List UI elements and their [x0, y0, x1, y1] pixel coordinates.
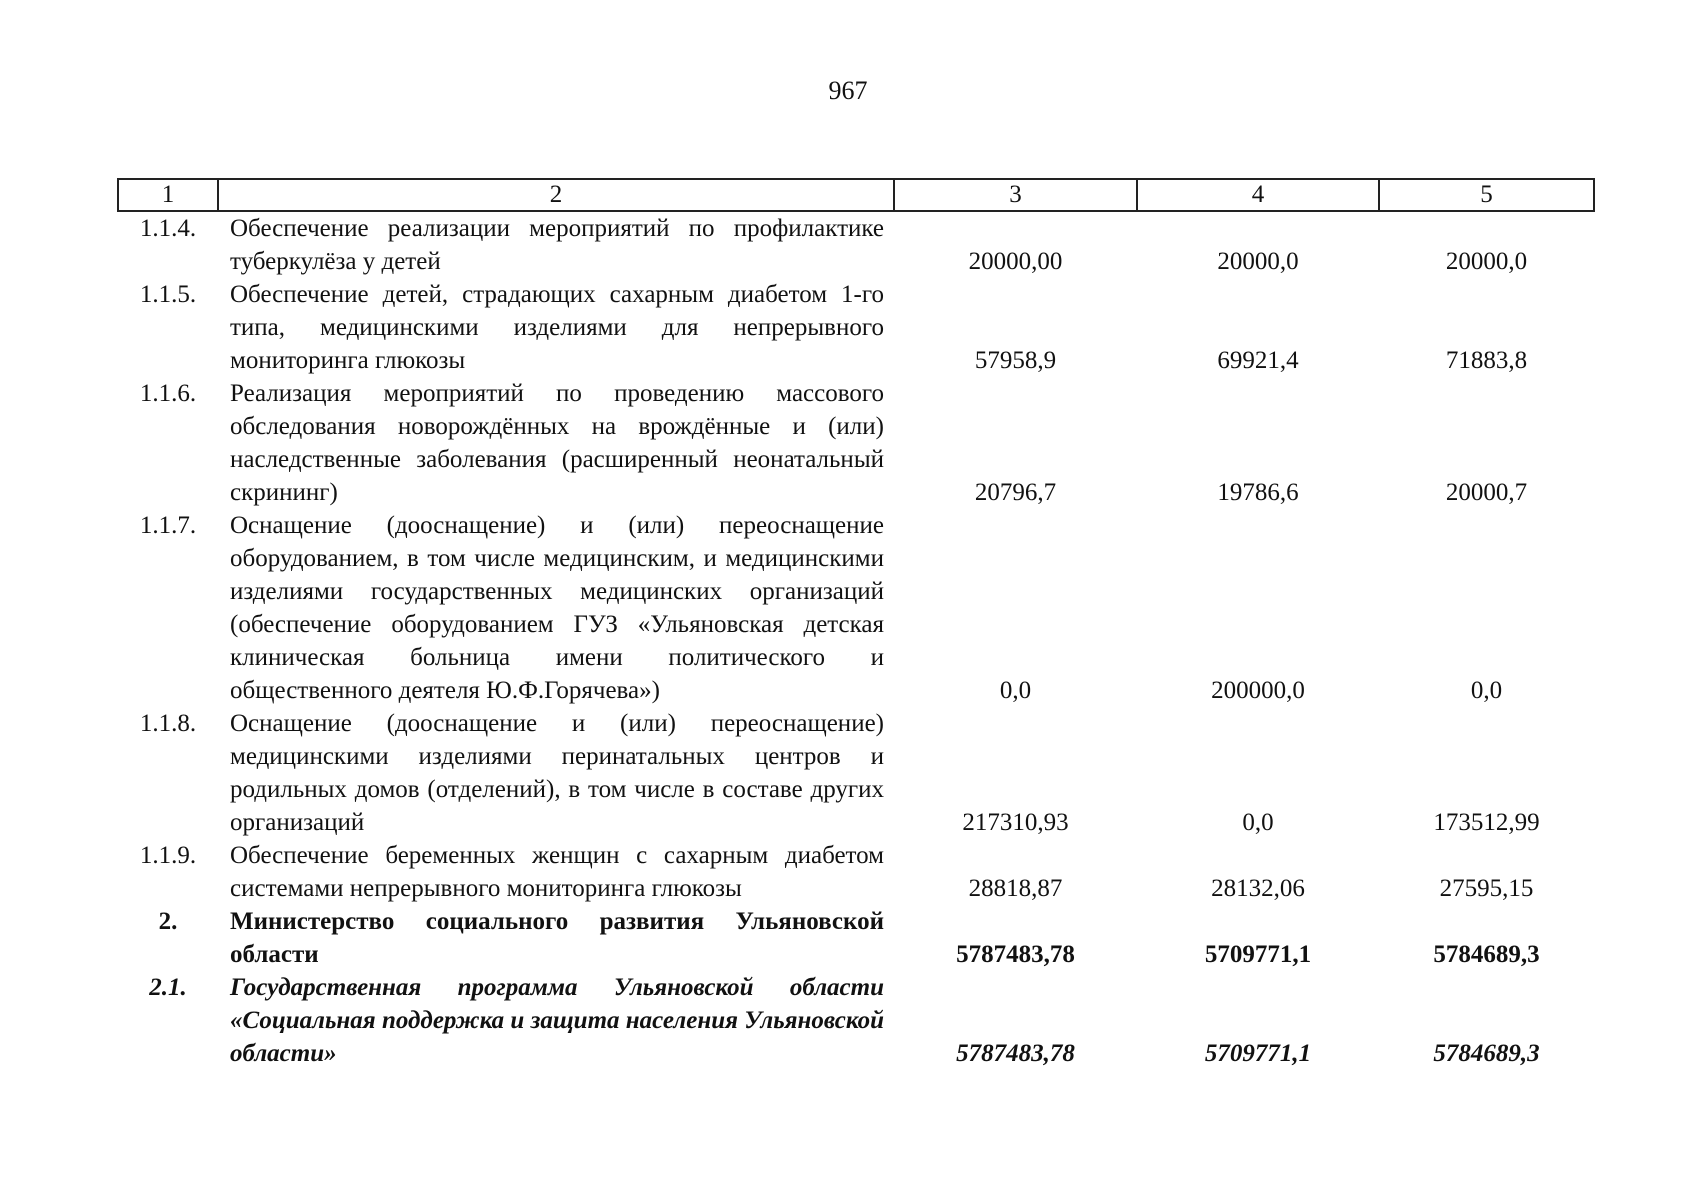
page-number: 967: [828, 76, 868, 105]
row-value-col3: 57958,9: [974, 347, 1057, 374]
row-number: 1.1.6.: [139, 380, 197, 407]
row-value-col3: 5787483,78: [956, 941, 1075, 968]
row-value-col3: 0,0: [999, 677, 1032, 704]
row-value-col4: 20000,0: [1217, 248, 1299, 275]
row-value-col4: 200000,0: [1211, 677, 1305, 704]
row-description: Оснащение (дооснащение) и (или) переоснащение оборудованием, в том числе медицинским, и медицинскими изделиями государственных медицинских организаций (обеспечение оборудованием ГУЗ «Ульяновская детская клиническая больница имени политического и общественного деятеля Ю.Ф.Горячева»): [230, 512, 884, 704]
row-number: 2.: [158, 908, 178, 935]
row-value-col3: 5787483,78: [956, 1040, 1075, 1067]
budget-table: [117, 178, 1595, 1070]
row-description: Государственная программа Ульяновской области «Социальная поддержка и защита населения Ульяновской области»: [230, 974, 884, 1067]
row-description: Оснащение (дооснащение и (или) переоснащение) медицинскими изделиями перинатальных центров и родильных домов (отделений), в том числе в составе других организаций: [230, 710, 884, 836]
column-header-1: 1: [118, 179, 218, 211]
row-number: 1.1.4.: [139, 215, 197, 242]
row-number: 1.1.5.: [139, 281, 197, 308]
row-value-col4: 5709771,1: [1204, 941, 1312, 968]
row-description: Обеспечение детей, страдающих сахарным диабетом 1-го типа, медицинскими изделиями для непрерывного мониторинга глюкозы: [230, 281, 884, 374]
table-header-row: [118, 179, 1594, 211]
row-description: Обеспечение беременных женщин с сахарным диабетом системами непрерывного мониторинга глюкозы: [230, 842, 884, 902]
row-value-col3: 20000,00: [968, 248, 1063, 275]
row-number: 1.1.7.: [139, 512, 197, 539]
row-description: Министерство социального развития Ульяновской области: [230, 908, 884, 968]
table-row: [118, 377, 1594, 509]
row-description: Обеспечение реализации мероприятий по профилактике туберкулёза у детей: [230, 215, 884, 275]
row-value-col5: 0,0: [1470, 677, 1503, 704]
row-value-col4: 28132,06: [1211, 875, 1305, 902]
row-number: 2.1.: [149, 974, 187, 1001]
table-row: [118, 509, 1594, 707]
row-value-col3: 20796,7: [974, 479, 1057, 506]
row-value-col4: 5709771,1: [1204, 1040, 1312, 1067]
row-number: 1.1.9.: [139, 842, 197, 869]
table-row-program: [118, 971, 1594, 1070]
row-value-col5: 5784689,3: [1433, 1040, 1540, 1067]
row-value-col5: 20000,7: [1445, 479, 1528, 506]
row-description: Реализация мероприятий по проведению массового обследования новорождённых на врождённые и (или) наследственные заболевания (расширенный неонатальный скрининг): [230, 380, 884, 506]
row-value-col5: 27595,15: [1439, 875, 1534, 902]
table-row-ministry: [118, 905, 1594, 971]
table-row: [118, 839, 1594, 905]
row-value-col3: 28818,87: [968, 875, 1063, 902]
row-number: 1.1.8.: [139, 710, 197, 737]
row-value-col5: 5784689,3: [1433, 941, 1540, 968]
row-value-col5: 71883,8: [1445, 347, 1528, 374]
column-header-2: 2: [218, 179, 894, 211]
table-row: [118, 707, 1594, 839]
column-header-3: 3: [894, 179, 1137, 211]
row-value-col5: 173512,99: [1433, 809, 1540, 836]
row-value-col4: 19786,6: [1217, 479, 1299, 506]
table-row: [118, 278, 1594, 377]
column-header-5: 5: [1379, 179, 1594, 211]
column-header-4: 4: [1137, 179, 1379, 211]
table-row: [118, 211, 1594, 278]
row-value-col4: 69921,4: [1217, 347, 1299, 374]
row-value-col5: 20000,0: [1445, 248, 1528, 275]
row-value-col3: 217310,93: [962, 809, 1069, 836]
row-value-col4: 0,0: [1242, 809, 1274, 836]
